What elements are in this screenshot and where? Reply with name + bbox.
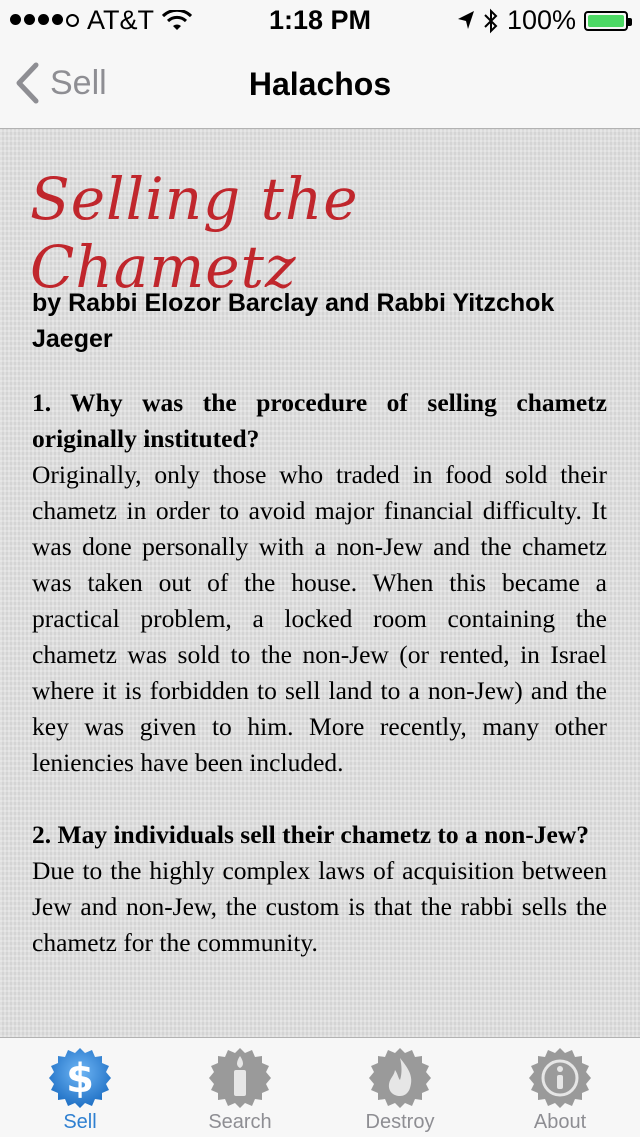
tab-bar: [0, 1037, 640, 1137]
flame-icon: [368, 1046, 432, 1110]
page-title: Halachos: [248, 66, 392, 102]
question-1: 1. Why was the procedure of selling chametz originally instituted?: [32, 388, 607, 453]
tab-destroy-label: Destroy: [365, 1111, 435, 1133]
svg-text:$: $: [66, 1056, 94, 1102]
status-right: [457, 5, 628, 36]
tab-destroy[interactable]: [320, 1038, 480, 1137]
carrier-label: AT&T: [87, 5, 154, 35]
tab-about[interactable]: [480, 1038, 640, 1137]
battery-fill: [588, 15, 624, 27]
status-time: 1:18 PM: [268, 5, 372, 35]
article-scroll-view[interactable]: [0, 129, 640, 1037]
location-arrow-icon: [457, 10, 475, 32]
answer-2: Due to the highly complex laws of acquisition between Jew and non-Jew, the custom is that the rabbi sells the chametz for the community.: [32, 856, 607, 957]
question-2: 2. May individuals sell their chametz to a non-Jew?: [32, 820, 589, 849]
navigation-bar: [0, 40, 640, 129]
article-byline: by Rabbi Elozor Barclay and Rabbi Yitzchok Jaeger: [32, 289, 555, 353]
article-title: Selling the Chametz: [30, 165, 359, 301]
battery-percent: 100%: [506, 5, 576, 35]
tab-sell-label: Sell: [63, 1111, 97, 1133]
dollar-icon: [48, 1046, 112, 1110]
tab-search[interactable]: [160, 1038, 320, 1137]
tab-about-label: About: [533, 1111, 587, 1133]
info-icon: [528, 1046, 592, 1110]
candle-icon: [208, 1046, 272, 1110]
battery-icon: [584, 11, 628, 31]
bluetooth-icon: [483, 8, 499, 34]
back-button-label: Sell: [50, 63, 107, 102]
article-body: [32, 385, 607, 997]
tab-sell[interactable]: [0, 1038, 160, 1137]
tab-search-label: Search: [208, 1111, 272, 1133]
status-bar: [0, 0, 640, 40]
answer-1: Originally, only those who traded in food sold their chametz in order to avoid major financial difficulty. It was done personally with a non-Jew and the chametz was taken out of the house. When this became a practical problem, a locked room containing the chametz was sold to the non-Jew (or rented, in Israel where it is forbidden to sell land to a non-Jew) and the key was given to him. More recently, many other leniencies have been included.: [32, 460, 607, 777]
